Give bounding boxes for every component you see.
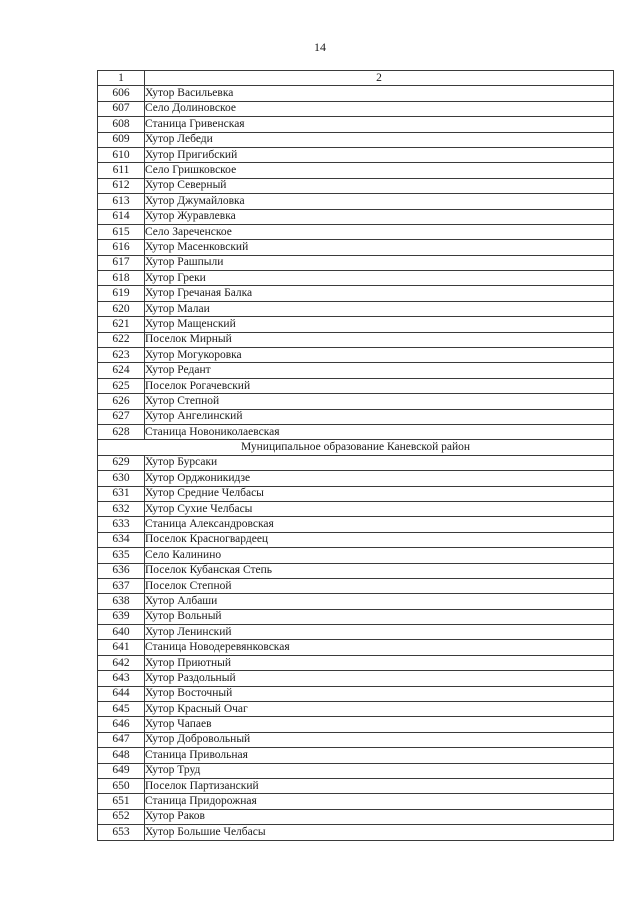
table-row [98, 794, 614, 809]
settlement-name: Поселок Рогачевский [145, 378, 614, 393]
row-number: 609 [98, 132, 145, 147]
settlement-name: Село Калинино [145, 548, 614, 563]
row-number: 641 [98, 640, 145, 655]
table-row [98, 717, 614, 732]
settlement-name: Хутор Восточный [145, 686, 614, 701]
row-number: 632 [98, 501, 145, 516]
settlement-name: Хутор Масенковский [145, 240, 614, 255]
header-column-2: 2 [145, 71, 614, 86]
table-row [98, 348, 614, 363]
table-row [98, 271, 614, 286]
row-number: 608 [98, 117, 145, 132]
table-row [98, 563, 614, 578]
table-row [98, 101, 614, 116]
table-row [98, 178, 614, 193]
row-number: 615 [98, 224, 145, 239]
row-number: 607 [98, 101, 145, 116]
row-number: 610 [98, 147, 145, 162]
table-row [98, 209, 614, 224]
settlement-name: Хутор Большие Челбасы [145, 825, 614, 840]
table-row [98, 132, 614, 147]
row-number: 649 [98, 763, 145, 778]
table-row [98, 255, 614, 270]
settlement-name: Хутор Васильевка [145, 86, 614, 101]
table-row [98, 640, 614, 655]
settlement-name: Хутор Могукоровка [145, 348, 614, 363]
row-number: 618 [98, 271, 145, 286]
settlement-name: Хутор Красный Очаг [145, 702, 614, 717]
row-number: 643 [98, 671, 145, 686]
settlement-name: Хутор Раздольный [145, 671, 614, 686]
row-number: 616 [98, 240, 145, 255]
table-row [98, 317, 614, 332]
settlement-name: Хутор Пригибский [145, 147, 614, 162]
header-column-1: 1 [98, 71, 145, 86]
settlement-name: Хутор Приютный [145, 655, 614, 670]
settlement-name: Хутор Рашпыли [145, 255, 614, 270]
table-row [98, 424, 614, 439]
table-row [98, 378, 614, 393]
row-number: 650 [98, 778, 145, 793]
table-row [98, 625, 614, 640]
row-number: 612 [98, 178, 145, 193]
settlement-name: Хутор Ангелинский [145, 409, 614, 424]
settlement-name: Село Зареченское [145, 224, 614, 239]
settlement-name: Поселок Красногвардеец [145, 532, 614, 547]
row-number: 640 [98, 625, 145, 640]
table-row [98, 117, 614, 132]
settlement-name: Село Гришковское [145, 163, 614, 178]
row-number: 638 [98, 594, 145, 609]
settlement-name: Поселок Партизанский [145, 778, 614, 793]
table-row [98, 501, 614, 516]
table-row [98, 732, 614, 747]
settlement-name: Хутор Раков [145, 809, 614, 824]
row-number: 633 [98, 517, 145, 532]
table-row [98, 594, 614, 609]
settlement-name: Станица Придорожная [145, 794, 614, 809]
settlement-name: Станица Гривенская [145, 117, 614, 132]
table-row [98, 809, 614, 824]
table-row [98, 224, 614, 239]
settlement-name: Хутор Албаши [145, 594, 614, 609]
row-number: 651 [98, 794, 145, 809]
table-row [98, 578, 614, 593]
table-header-row [98, 71, 614, 86]
row-number: 626 [98, 394, 145, 409]
settlement-name: Хутор Северный [145, 178, 614, 193]
table-row [98, 363, 614, 378]
table-row [98, 394, 614, 409]
table-row [98, 486, 614, 501]
table-row [98, 686, 614, 701]
settlement-name: Поселок Мирный [145, 332, 614, 347]
table-row [98, 240, 614, 255]
table-row [98, 609, 614, 624]
row-number: 611 [98, 163, 145, 178]
table-row [98, 455, 614, 470]
settlement-name: Хутор Степной [145, 394, 614, 409]
settlement-name: Хутор Добровольный [145, 732, 614, 747]
row-number: 625 [98, 378, 145, 393]
settlement-name: Хутор Труд [145, 763, 614, 778]
settlement-name: Хутор Джумайловка [145, 194, 614, 209]
row-number: 647 [98, 732, 145, 747]
settlement-name: Станица Новониколаевская [145, 424, 614, 439]
row-number: 627 [98, 409, 145, 424]
row-number: 653 [98, 825, 145, 840]
row-number: 622 [98, 332, 145, 347]
row-number: 634 [98, 532, 145, 547]
table-body [98, 71, 614, 841]
row-number: 637 [98, 578, 145, 593]
row-number: 628 [98, 424, 145, 439]
row-number: 621 [98, 317, 145, 332]
row-number: 635 [98, 548, 145, 563]
table-row [98, 471, 614, 486]
row-number: 646 [98, 717, 145, 732]
section-heading: Муниципальное образование Каневской район [98, 440, 614, 455]
settlement-name: Станица Александровская [145, 517, 614, 532]
table-row [98, 548, 614, 563]
row-number: 613 [98, 194, 145, 209]
settlement-name: Хутор Журавлевка [145, 209, 614, 224]
table-row [98, 163, 614, 178]
table-row [98, 763, 614, 778]
table-row [98, 86, 614, 101]
table-row [98, 332, 614, 347]
settlement-name: Хутор Редант [145, 363, 614, 378]
row-number: 617 [98, 255, 145, 270]
settlement-name: Хутор Греки [145, 271, 614, 286]
settlement-name: Станица Новодеревянковская [145, 640, 614, 655]
page-number: 14 [314, 40, 326, 54]
table-row [98, 655, 614, 670]
table-row [98, 825, 614, 840]
settlement-name: Хутор Сухие Челбасы [145, 501, 614, 516]
settlement-name: Хутор Малаи [145, 301, 614, 316]
settlement-name: Хутор Чапаев [145, 717, 614, 732]
table-row [98, 409, 614, 424]
row-number: 644 [98, 686, 145, 701]
settlement-name: Станица Привольная [145, 748, 614, 763]
settlement-name: Хутор Средние Челбасы [145, 486, 614, 501]
row-number: 630 [98, 471, 145, 486]
row-number: 620 [98, 301, 145, 316]
settlement-name: Село Долиновское [145, 101, 614, 116]
settlement-name: Хутор Лебеди [145, 132, 614, 147]
row-number: 624 [98, 363, 145, 378]
row-number: 648 [98, 748, 145, 763]
row-number: 623 [98, 348, 145, 363]
table-row [98, 194, 614, 209]
table-row [98, 702, 614, 717]
settlement-name: Хутор Гречаная Балка [145, 286, 614, 301]
section-heading-row [98, 440, 614, 455]
table-row [98, 147, 614, 162]
table-row [98, 671, 614, 686]
settlement-name: Хутор Вольный [145, 609, 614, 624]
row-number: 606 [98, 86, 145, 101]
settlements-table [97, 70, 614, 841]
row-number: 652 [98, 809, 145, 824]
settlement-name: Хутор Бурсаки [145, 455, 614, 470]
settlement-name: Хутор Ленинский [145, 625, 614, 640]
table-row [98, 778, 614, 793]
row-number: 636 [98, 563, 145, 578]
settlement-name: Поселок Кубанская Степь [145, 563, 614, 578]
table-row [98, 301, 614, 316]
row-number: 645 [98, 702, 145, 717]
row-number: 639 [98, 609, 145, 624]
row-number: 642 [98, 655, 145, 670]
table-row [98, 532, 614, 547]
table-row [98, 748, 614, 763]
row-number: 619 [98, 286, 145, 301]
settlement-name: Хутор Мащенский [145, 317, 614, 332]
row-number: 614 [98, 209, 145, 224]
table-row [98, 517, 614, 532]
row-number: 631 [98, 486, 145, 501]
table-row [98, 286, 614, 301]
settlement-name: Поселок Степной [145, 578, 614, 593]
settlement-name: Хутор Орджоникидзе [145, 471, 614, 486]
row-number: 629 [98, 455, 145, 470]
